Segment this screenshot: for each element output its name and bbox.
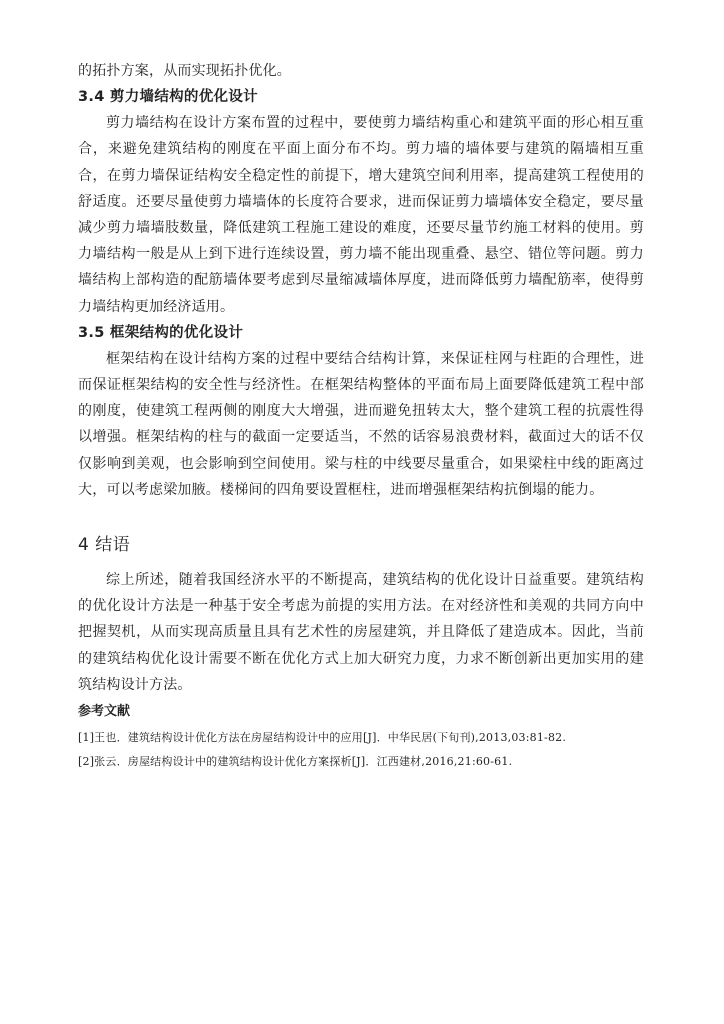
section-3-5-heading: 3.5 框架结构的优化设计	[78, 324, 244, 341]
section-3-4-heading: 3.4 剪力墙结构的优化设计	[78, 89, 258, 106]
conclusion-body: 综上所述，随着我国经济水平的不断提高，建筑结构的优化设计日益重要。建筑结构的优化设计方法是一种基于安全考虑为前提的实用方法。在对经济性和美观的共同方向中把握契机，从而实现高质量且具有艺术性的房屋建筑，并且降低了建造成本。因此，当前的建筑结构优化设计需要不断在优化方式上加大研究力度，力求不断创新出更加实用的建筑结构设计方法。	[78, 572, 644, 693]
reference-item-2: [2]张云．房屋结构设计中的建筑结构设计优化方案探析[J]．江西建材,2016,21:60-61.	[78, 755, 513, 769]
section-3-5-body: 框架结构在设计结构方案的过程中要结合结构计算，来保证柱网与柱距的合理性，进而保证框架结构的安全性与经济性。在框架结构整体的平面布局上面要降低建筑工程中部的刚度，使建筑工程两侧的刚度大大增强，进而避免扭转太大，整个建筑工程的抗震性得以增强。框架结构的柱与的截面一定要适当，不然的话容易浪费材料，截面过大的话不仅仅影响到美观，也会影响到空间使用。梁与柱的中线要尽量重合，如果梁柱中线的距离过大，可以考虑梁加腋。楼梯间的四角要设置框柱，进而增强框架结构抗倒塌的能力。	[78, 350, 644, 498]
continuation-paragraph: 的拓扑方案，从而实现拓扑优化。	[78, 63, 291, 79]
section-3-4-body: 剪力墙结构在设计方案布置的过程中，要使剪力墙结构重心和建筑平面的形心相互重合，来避免建筑结构的刚度在平面上面分布不均。剪力墙的墙体要与建筑的隔墙相互重合，在剪力墙保证结构安全稳定性的前提下，增大建筑空间利用率，提高建筑工程使用的舒适度。还要尽量使剪力墙墙体的长度符合要求，进而保证剪力墙墙体安全稳定，要尽量减少剪力墙墙肢数量，降低建筑工程施工建设的难度，还要尽量节约施工材料的使用。剪力墙结构一般是从上到下进行连续设置，剪力墙不能出现重叠、悬空、错位等问题。剪力墙结构上部构造的配筋墙体要考虑到尽量缩减墙体厚度，进而降低剪力墙配筋率，使得剪力墙结构更加经济适用。	[78, 115, 644, 315]
references-title: 参考文献	[78, 704, 131, 720]
document-page	[78, 58, 644, 774]
reference-item-1: [1]王也．建筑结构设计优化方法在房屋结构设计中的应用[J]．中华民居(下旬刊),2013,03:81-82.	[78, 731, 567, 745]
conclusion-heading: 4 结语	[78, 535, 131, 556]
